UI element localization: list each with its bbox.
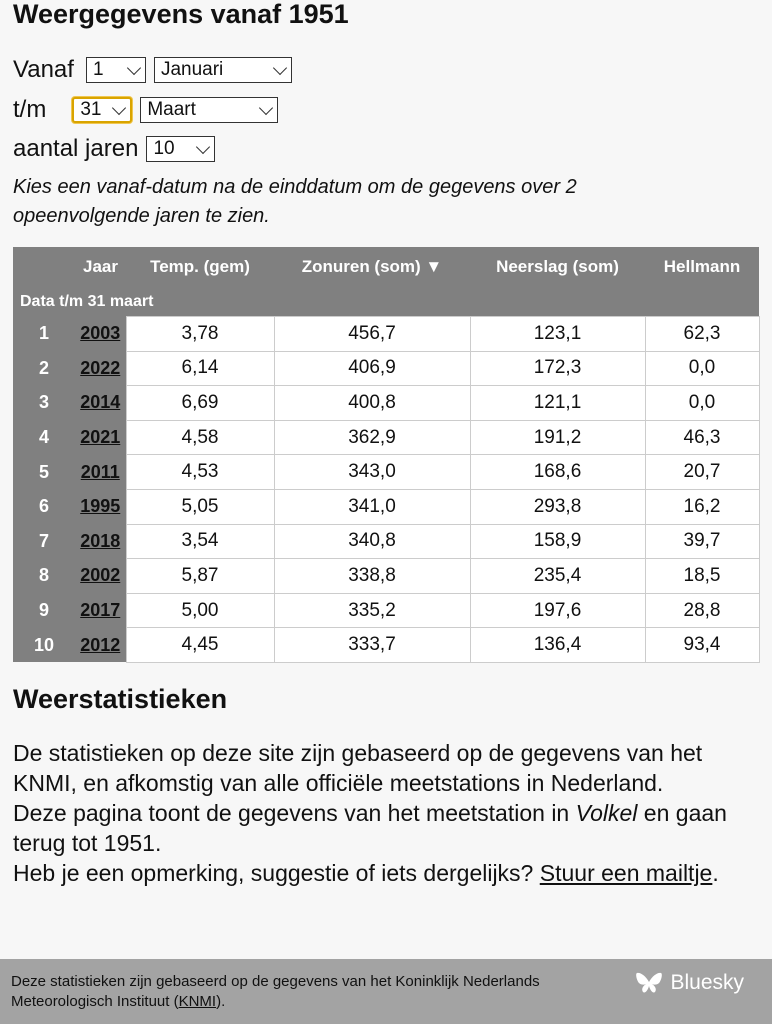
year-cell	[75, 524, 126, 559]
from-day-select[interactable]	[86, 57, 146, 83]
precipitation-cell: 293,8	[470, 489, 645, 524]
hellmann-cell: 46,3	[645, 420, 759, 455]
to-day-value: 31	[80, 99, 102, 120]
year-link[interactable]: 2021	[80, 427, 121, 448]
temp-cell: 4,45	[126, 628, 274, 663]
year-link[interactable]: 1995	[80, 496, 121, 517]
temp-cell: 4,53	[126, 455, 274, 490]
table-row	[13, 455, 759, 490]
rank-cell: 5	[13, 455, 75, 490]
chevron-down-icon	[259, 100, 273, 114]
hellmann-cell: 18,5	[645, 559, 759, 594]
year-link[interactable]: 2003	[80, 323, 121, 344]
station-name: Volkel	[575, 800, 638, 826]
temp-cell: 5,87	[126, 559, 274, 594]
sun-hours-cell: 333,7	[274, 628, 470, 663]
hellmann-cell: 28,8	[645, 593, 759, 628]
year-cell	[75, 420, 126, 455]
temp-cell: 3,78	[126, 317, 274, 352]
to-date-row	[13, 95, 286, 125]
hellmann-cell: 0,0	[645, 351, 759, 386]
to-month-select[interactable]	[140, 97, 278, 123]
hellmann-cell: 39,7	[645, 524, 759, 559]
precipitation-cell: 158,9	[470, 524, 645, 559]
rank-cell: 9	[13, 593, 75, 628]
table-header-row	[13, 247, 759, 287]
stats-paragraph-2-end: en gaan terug tot 1951.	[13, 800, 727, 856]
weather-table	[13, 247, 760, 663]
from-day-value: 1	[92, 59, 104, 80]
rank-cell: 10	[13, 628, 75, 663]
stats-title: Weerstatistieken	[13, 684, 228, 714]
year-cell	[75, 317, 126, 352]
weather-table-container	[13, 247, 759, 663]
header-temp[interactable]: Temp. (gem)	[126, 247, 274, 287]
temp-cell: 3,54	[126, 524, 274, 559]
sun-hours-cell: 340,8	[274, 524, 470, 559]
sun-hours-cell: 343,0	[274, 455, 470, 490]
header-hellmann[interactable]: Hellmann	[645, 247, 759, 287]
temp-cell: 6,14	[126, 351, 274, 386]
to-label: t/m	[13, 96, 47, 123]
year-link[interactable]: 2014	[80, 392, 121, 413]
year-link[interactable]: 2002	[80, 565, 121, 586]
sun-hours-cell: 362,9	[274, 420, 470, 455]
header-rank	[13, 247, 75, 287]
footer	[0, 959, 772, 1024]
year-link[interactable]: 2017	[80, 600, 121, 621]
sun-hours-cell: 406,9	[274, 351, 470, 386]
year-cell	[75, 386, 126, 421]
stats-paragraph-3-end: .	[712, 860, 719, 886]
hellmann-cell: 93,4	[645, 628, 759, 663]
precipitation-cell: 123,1	[470, 317, 645, 352]
hellmann-cell: 20,7	[645, 455, 759, 490]
rank-cell: 3	[13, 386, 75, 421]
table-caption-row	[13, 287, 759, 317]
table-row	[13, 351, 759, 386]
stats-paragraph-3-start: Heb je een opmerking, suggestie of iets dergelijks?	[13, 860, 540, 886]
chevron-down-icon	[112, 100, 126, 114]
precipitation-cell: 136,4	[470, 628, 645, 663]
knmi-link[interactable]: KNMI	[178, 993, 217, 1010]
year-link[interactable]: 2018	[80, 530, 121, 551]
header-sun-hours[interactable]: Zonuren (som) ▼	[274, 247, 470, 287]
footer-text-start: Deze statistieken zijn gebaseerd op de gegevens van het Koninklijk Nederlands Meteorologisch Instituut (	[11, 973, 540, 1010]
mail-link[interactable]: Stuur een mailtje	[539, 860, 713, 886]
temp-cell: 5,00	[126, 593, 274, 628]
table-row	[13, 628, 759, 663]
rank-cell: 1	[13, 317, 75, 352]
precipitation-cell: 235,4	[470, 559, 645, 594]
years-row	[13, 134, 223, 164]
footer-text	[11, 972, 571, 1012]
hellmann-cell: 0,0	[645, 386, 759, 421]
years-label: aantal jaren	[13, 135, 139, 162]
table-row	[13, 559, 759, 594]
year-link[interactable]: 2011	[80, 461, 120, 482]
precipitation-cell: 197,6	[470, 593, 645, 628]
precipitation-cell: 121,1	[470, 386, 645, 421]
header-year[interactable]: Jaar	[75, 247, 126, 287]
table-row	[13, 386, 759, 421]
butterfly-icon	[636, 972, 662, 995]
sun-hours-cell: 341,0	[274, 489, 470, 524]
precipitation-cell: 168,6	[470, 455, 645, 490]
table-row	[13, 524, 759, 559]
stats-paragraph-1: De statistieken op deze site zijn gebaseerd op de gegevens van het KNMI, en afkomstig van alle officiële meetstations in Nederland.	[13, 740, 703, 796]
sun-hours-cell: 400,8	[274, 386, 470, 421]
year-cell	[75, 351, 126, 386]
sun-hours-cell: 338,8	[274, 559, 470, 594]
table-caption: Data t/m 31 maart	[13, 287, 759, 317]
years-value: 10	[153, 138, 175, 159]
chevron-down-icon	[127, 60, 141, 74]
from-label: Vanaf	[13, 56, 74, 83]
precipitation-cell: 191,2	[470, 420, 645, 455]
to-month-value: Maart	[147, 99, 196, 120]
precipitation-cell: 172,3	[470, 351, 645, 386]
from-month-value: Januari	[160, 59, 224, 80]
sun-hours-cell: 335,2	[274, 593, 470, 628]
rank-cell: 4	[13, 420, 75, 455]
years-select[interactable]	[146, 136, 215, 162]
table-row	[13, 420, 759, 455]
table-row	[13, 593, 759, 628]
year-cell	[75, 559, 126, 594]
from-date-row	[13, 55, 300, 85]
chevron-down-icon	[273, 60, 287, 74]
rank-cell: 2	[13, 351, 75, 386]
page-title: Weergegevens vanaf 1951	[13, 0, 349, 29]
rank-cell: 7	[13, 524, 75, 559]
table-row	[13, 489, 759, 524]
stats-description	[13, 738, 763, 888]
stats-paragraph-2-start: Deze pagina toont de gegevens van het meetstation in	[13, 800, 576, 826]
to-day-select[interactable]	[72, 97, 132, 123]
from-month-select[interactable]	[154, 57, 292, 83]
year-cell	[75, 628, 126, 663]
year-link[interactable]: 2012	[80, 634, 121, 655]
hellmann-cell: 16,2	[645, 489, 759, 524]
year-cell	[75, 593, 126, 628]
footer-text-end: ).	[216, 993, 226, 1010]
temp-cell: 4,58	[126, 420, 274, 455]
rank-cell: 8	[13, 559, 75, 594]
date-range-note: Kies een vanaf-datum na de einddatum om de gegevens over 2 opeenvolgende jaren te zien.	[13, 176, 577, 227]
temp-cell: 6,69	[126, 386, 274, 421]
hellmann-cell: 62,3	[645, 317, 759, 352]
bluesky-label: Bluesky	[670, 971, 744, 994]
year-link[interactable]: 2022	[80, 357, 121, 378]
table-row	[13, 317, 759, 352]
temp-cell: 5,05	[126, 489, 274, 524]
year-cell	[75, 489, 126, 524]
header-precipitation[interactable]: Neerslag (som)	[470, 247, 645, 287]
rank-cell: 6	[13, 489, 75, 524]
year-cell	[75, 455, 126, 490]
bluesky-link[interactable]	[636, 971, 744, 995]
chevron-down-icon	[196, 139, 210, 153]
sun-hours-cell: 456,7	[274, 317, 470, 352]
